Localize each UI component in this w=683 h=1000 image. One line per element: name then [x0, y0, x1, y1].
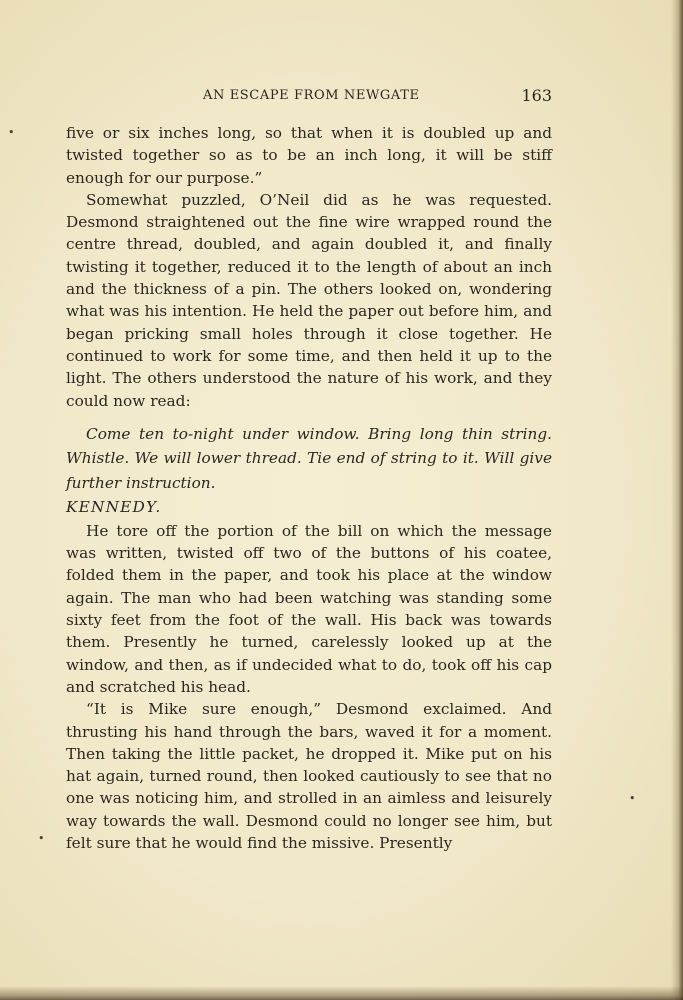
message-text: Come ten to-night under window. Bring long thin string. Whistle. We will lower thread. Tie end of string to it. Will give further instruction.	[66, 424, 552, 492]
secret-message	[66, 422, 552, 520]
margin-speck-icon: •	[629, 792, 636, 805]
paragraph: “It is Mike sure enough,” Desmond exclaimed. And thrusting his hand through the bars, waved it for a moment. Then taking the little packet, he dropped it. Mike put on his hat again, turned round, then looked cautiously to see that no one was noticing him, and strolled in an aimless and leisurely way towards the wall. Desmond could no longer see him, but felt sure that he would find the missive. Presently	[66, 700, 552, 853]
paragraph: Somewhat puzzled, O’Neil did as he was requested. Desmond straightened out the fine wire wrapped round the centre thread, doubled, and again doubled it, and finally twisting it together, reduced it to the length of about an inch and the thickness of a pin. The others looked on, wondering what was his intention. He held the paper out before him, and began pricking small holes through it close together. He continued to work for some time, and then held it up to the light. The others understood the nature of his work, and they could now read:	[66, 190, 552, 410]
margin-speck-icon: •	[8, 126, 15, 139]
paragraph-continuation: five or six inches long, so that when it is doubled up and twisted together so as to be an inch long, it will be stiff enough for our purpose.”	[66, 124, 552, 187]
paragraph: He tore off the portion of the bill on which the message was written, twisted off two of the buttons of his coatee, folded them in the paper, and took his place at the window again. The man who had been watching was standing some sixty feet from the foot of the wall. His back was towards them. Presently he turned, carelessly looked up at the window, and then, as if undecided what to do, took off his cap and scratched his head.	[66, 521, 552, 696]
margin-speck-icon: •	[38, 832, 45, 845]
message-signature: KENNEDY.	[66, 498, 162, 517]
page-number: 163	[521, 86, 552, 105]
page-edge-shadow	[0, 986, 683, 1000]
page-body	[66, 122, 552, 854]
running-head: AN ESCAPE FROM NEWGATE	[203, 88, 420, 103]
page-edge-shadow	[671, 0, 683, 1000]
page-header	[66, 86, 552, 108]
